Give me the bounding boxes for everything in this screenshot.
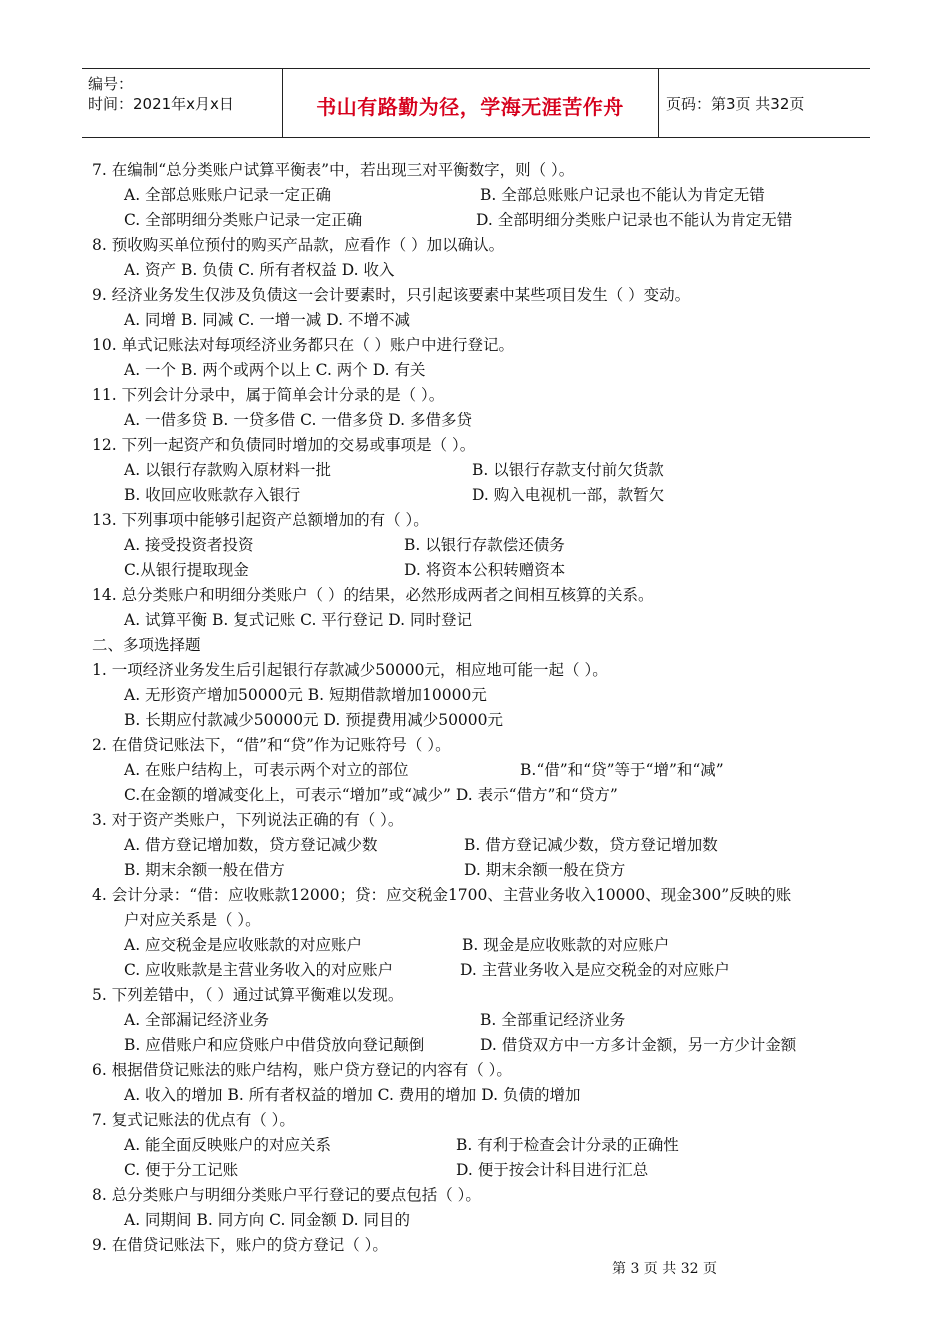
option-text: B. 长期应付款减少50000元 D. 预提费用减少50000元 — [124, 711, 504, 729]
option-text: B. 现金是应收账款的对应账户 — [462, 936, 670, 954]
option-text: A. 同增 B. 同减 C. 一增一减 D. 不增不减 — [124, 311, 410, 329]
question-line — [0, 383, 950, 408]
option-text: A. 一借多贷 B. 一贷多借 C. 一借多贷 D. 多借多贷 — [124, 411, 472, 429]
option-text: D. 主营业务收入是应交税金的对应账户 — [460, 961, 730, 979]
question-line — [0, 658, 950, 683]
line-text: 13. 下列事项中能够引起资产总额增加的有（ ）。 — [92, 511, 429, 529]
option-text: A. 借方登记增加数，贷方登记减少数 — [124, 836, 378, 854]
option-text: B. 应借账户和应贷账户中借贷放向登记颠倒 — [124, 1036, 425, 1054]
line-text: 12. 下列一起资产和负债同时增加的交易或事项是（ ）。 — [92, 436, 476, 454]
number-label: 编号： — [88, 75, 134, 93]
option-text: B. 收回应收账款存入银行 — [124, 486, 301, 504]
option-text: B. 全部总账账户记录也不能认为肯定无错 — [480, 186, 765, 204]
question-line — [0, 583, 950, 608]
option-text: A. 收入的增加 B. 所有者权益的增加 C. 费用的增加 D. 负债的增加 — [124, 1086, 581, 1104]
option-text: B. 期末余额一般在借方 — [124, 861, 285, 879]
option-text: C. 全部明细分类账户记录一定正确 — [124, 211, 363, 229]
option-line — [0, 208, 950, 233]
option-text: A. 全部总账账户记录一定正确 — [124, 186, 332, 204]
line-text: 9. 在借贷记账法下，账户的贷方登记（ ）。 — [92, 1236, 388, 1254]
option-text: B. 借方登记减少数，贷方登记增加数 — [464, 836, 718, 854]
option-text: C. 应收账款是主营业务收入的对应账户 — [124, 961, 394, 979]
option-text: C.在金额的增减变化上，可表示“增加”或“减少” D. 表示“借方”和“贷方” — [124, 786, 618, 804]
page-header — [82, 68, 870, 138]
time-label: 时间：2021年x月x日 — [88, 95, 234, 113]
option-line — [0, 1133, 950, 1158]
option-text: C.从银行提取现金 — [124, 561, 249, 579]
option-line — [0, 183, 950, 208]
footer-page-number: 第 3 页 共 32 页 — [612, 1261, 717, 1277]
section-heading — [0, 633, 950, 658]
option-text: D. 将资本公积转赠资本 — [404, 561, 566, 579]
option-text: D. 全部明细分类账户记录也不能认为肯定无错 — [476, 211, 793, 229]
option-text: B. 全部重记经济业务 — [480, 1011, 626, 1029]
question-line — [0, 158, 950, 183]
option-line — [0, 758, 950, 783]
option-text: A. 应交税金是应收账款的对应账户 — [124, 936, 363, 954]
question-line — [0, 1183, 950, 1208]
page-label: 页码：第3页 共32页 — [666, 95, 805, 113]
header-left-cell — [82, 69, 283, 137]
option-text: A. 一个 B. 两个或两个以上 C. 两个 D. 有关 — [124, 361, 426, 379]
option-text: D. 购入电视机一部，款暂欠 — [472, 486, 665, 504]
option-text: C. 便于分工记账 — [124, 1161, 239, 1179]
option-text: A. 以银行存款购入原材料一批 — [124, 461, 332, 479]
line-text: 4. 会计分录：“借：应收账款12000；贷：应交税金1700、主营业务收入10000、现金300”反映的账 — [92, 886, 792, 904]
option-text: D. 期末余额一般在贷方 — [464, 861, 626, 879]
option-text: A. 试算平衡 B. 复式记账 C. 平行登记 D. 同时登记 — [124, 611, 472, 629]
line-text: 6. 根据借贷记账法的账户结构，账户贷方登记的内容有（ ）。 — [92, 1061, 512, 1079]
option-text: D. 借贷双方中一方多计金额，另一方少计金额 — [480, 1036, 797, 1054]
line-text: 7. 复式记账法的优点有（ ）。 — [92, 1111, 295, 1129]
line-text: 10. 单式记账法对每项经济业务都只在（ ）账户中进行登记。 — [92, 336, 515, 354]
option-line — [0, 258, 950, 283]
line-text: 1. 一项经济业务发生后引起银行存款减少50000元，相应地可能一起（ ）。 — [92, 661, 608, 679]
header-page-cell — [658, 69, 870, 137]
question-line — [0, 333, 950, 358]
section-title: 二、多项选择题 — [92, 636, 201, 654]
question-line — [0, 883, 950, 908]
question-line — [0, 733, 950, 758]
question-line — [0, 1108, 950, 1133]
option-line — [0, 1158, 950, 1183]
option-line — [0, 708, 950, 733]
line-text: 户对应关系是（ ）。 — [124, 911, 261, 929]
question-line — [0, 283, 950, 308]
option-line — [0, 308, 950, 333]
line-text: 2. 在借贷记账法下，“借”和“贷”作为记账符号（ ）。 — [92, 736, 451, 754]
option-text: A. 无形资产增加50000元 B. 短期借款增加10000元 — [124, 686, 487, 704]
option-line — [0, 683, 950, 708]
option-line — [0, 833, 950, 858]
question-line — [0, 1233, 950, 1258]
option-text: A. 能全面反映账户的对应关系 — [124, 1136, 332, 1154]
line-text: 7. 在编制“总分类账户试算平衡表”中，若出现三对平衡数字，则（ ）。 — [92, 161, 575, 179]
option-line — [0, 1083, 950, 1108]
line-text: 9. 经济业务发生仅涉及负债这一会计要素时，只引起该要素中某些项目发生（ ）变动。 — [92, 286, 691, 304]
option-line — [0, 483, 950, 508]
option-line — [0, 558, 950, 583]
option-line — [0, 1033, 950, 1058]
question-line — [0, 433, 950, 458]
option-line — [0, 608, 950, 633]
option-text: A. 在账户结构上，可表示两个对立的部位 — [124, 761, 409, 779]
option-text: A. 全部漏记经济业务 — [124, 1011, 270, 1029]
question-line — [0, 233, 950, 258]
option-line — [0, 533, 950, 558]
option-line — [0, 783, 950, 808]
option-line — [0, 408, 950, 433]
question-line — [0, 1058, 950, 1083]
line-text: 8. 总分类账户与明细分类账户平行登记的要点包括（ ）。 — [92, 1186, 481, 1204]
option-text: B. 以银行存款支付前欠货款 — [472, 461, 664, 479]
option-line — [0, 358, 950, 383]
option-text: D. 便于按会计科目进行汇总 — [456, 1161, 649, 1179]
option-line — [0, 1208, 950, 1233]
line-text: 8. 预收购买单位预付的购买产品款，应看作（ ）加以确认。 — [92, 236, 505, 254]
option-line — [0, 458, 950, 483]
motto-text: 书山有路勤为径，学海无涯苦作舟 — [316, 95, 624, 119]
line-text: 11. 下列会计分录中，属于简单会计分录的是（ ）。 — [92, 386, 445, 404]
option-line — [0, 1008, 950, 1033]
option-text: B.“借”和“贷”等于“增”和“减” — [520, 761, 724, 779]
option-text: B. 以银行存款偿还债务 — [404, 536, 565, 554]
line-text: 5. 下列差错中，（ ）通过试算平衡难以发现。 — [92, 986, 404, 1004]
option-line — [0, 958, 950, 983]
line-text: 14. 总分类账户和明细分类账户（ ）的结果，必然形成两者之间相互核算的关系。 — [92, 586, 654, 604]
option-line — [0, 933, 950, 958]
option-text: A. 资产 B. 负债 C. 所有者权益 D. 收入 — [124, 261, 395, 279]
question-line — [0, 908, 950, 933]
question-line — [0, 508, 950, 533]
header-motto-cell — [282, 69, 659, 137]
option-text: A. 接受投资者投资 — [124, 536, 254, 554]
option-text: A. 同期间 B. 同方向 C. 同金额 D. 同目的 — [124, 1211, 410, 1229]
question-line — [0, 983, 950, 1008]
option-line — [0, 858, 950, 883]
question-body — [0, 158, 950, 1258]
option-text: B. 有利于检查会计分录的正确性 — [456, 1136, 679, 1154]
question-line — [0, 808, 950, 833]
line-text: 3. 对于资产类账户，下列说法正确的有（ ）。 — [92, 811, 404, 829]
